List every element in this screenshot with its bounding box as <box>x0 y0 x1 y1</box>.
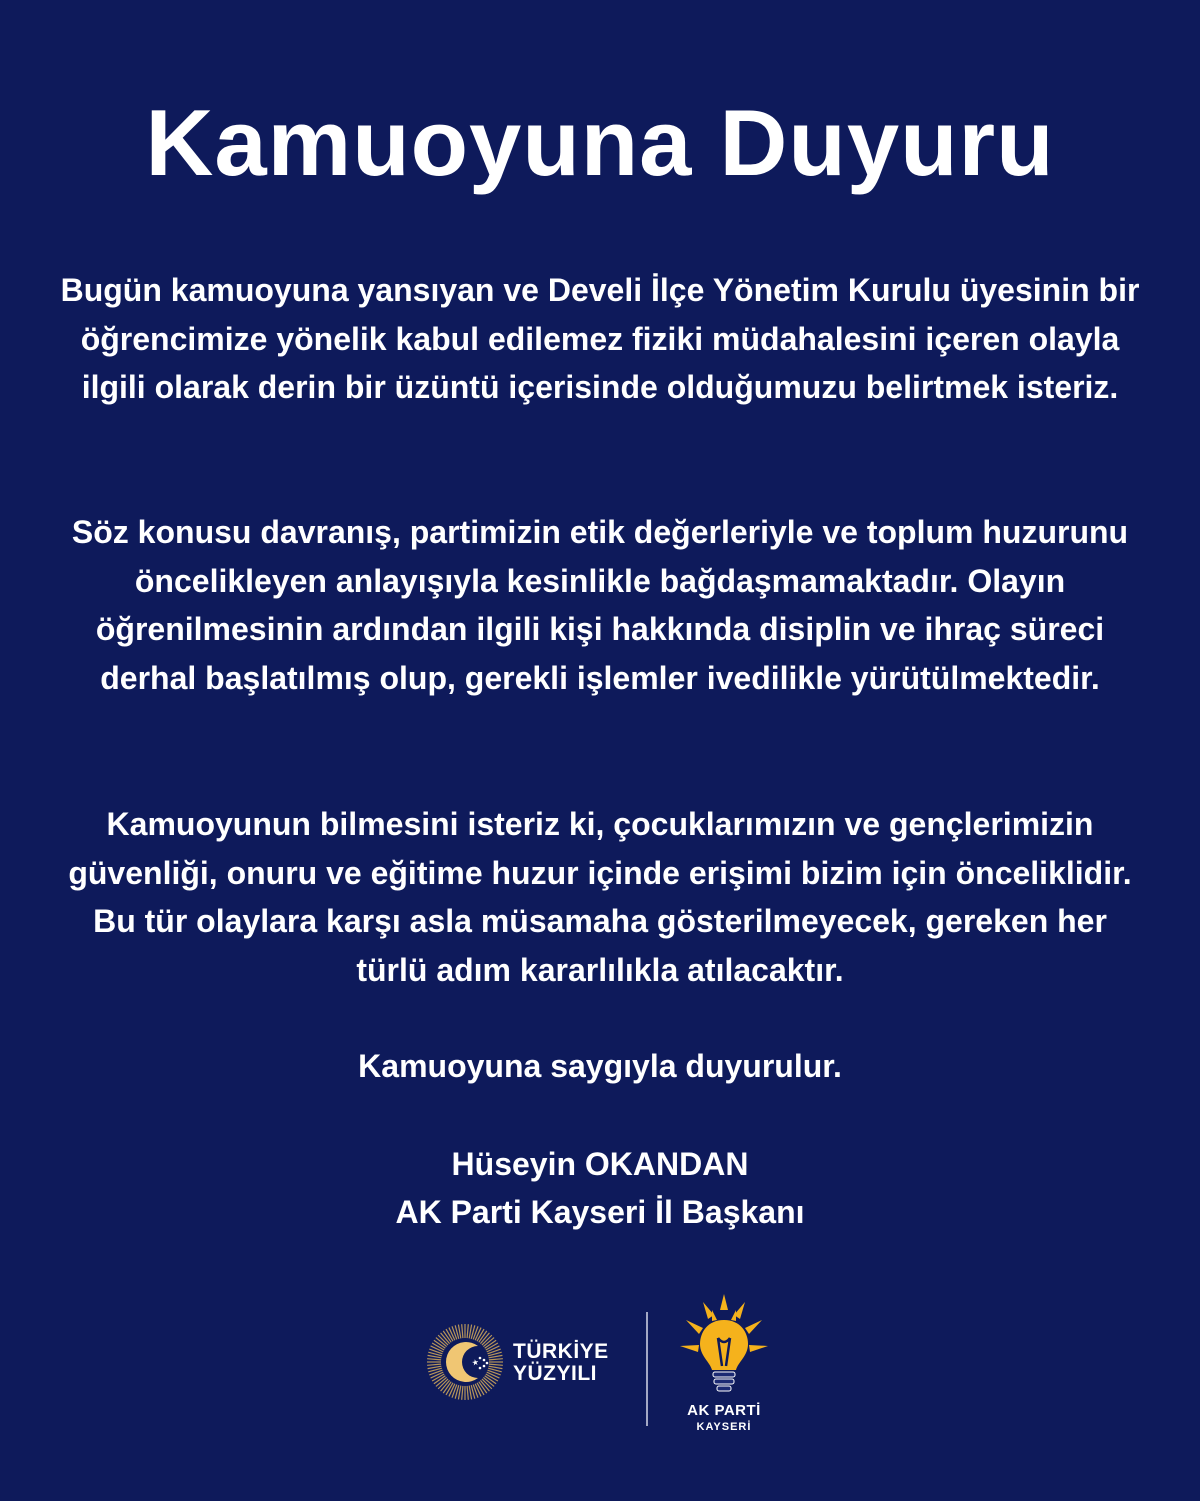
ak-parti-text-line1: AK PARTİ <box>687 1402 761 1419</box>
signatory-name: Hüseyin OKANDAN <box>451 1146 749 1182</box>
lightbulb-icon <box>672 1290 776 1402</box>
announcement-paragraph-1: Bugün kamuoyuna yansıyan ve Develi İlçe Yönetim Kurulu üyesinin bir öğrencimize yönelik kabul edilemez fiziki müdahalesini içeren olayla ilgili olarak derin bir üzüntü içerisinde olduğumuzu belirtmek isteriz. <box>60 272 1140 405</box>
closing-line: Kamuoyuna saygıyla duyurulur. <box>358 1048 842 1084</box>
announcement-paragraph-3: Kamuoyunun bilmesini isteriz ki, çocuklarımızın ve gençlerimizin güvenliği, onuru ve eğitime huzur içinde erişimi bizim için önceliklidir. Bu tür olaylara karşı asla müsamaha gösterilmeyecek, gereken her türlü adım kararlılıkla atılacaktır. <box>68 806 1132 988</box>
ak-parti-logo <box>672 1290 776 1450</box>
turkiye-yuzyili-text-line2: YÜZYILI <box>513 1362 598 1385</box>
ak-parti-text-line2: KAYSERİ <box>696 1421 752 1433</box>
sunburst-crescent-icon <box>420 1322 520 1402</box>
logo-divider <box>646 1312 648 1426</box>
signatory-title: AK Parti Kayseri İl Başkanı <box>395 1194 805 1230</box>
page-title: Kamuoyuna Duyuru <box>145 90 1055 195</box>
announcement-paragraph-2: Söz konusu davranış, partimizin etik değerleriyle ve toplum huzurunu öncelikleyen anlayışıyla kesinlikle bağdaşmamaktadır. Olayın öğrenilmesinin ardından ilgili kişi hakkında disiplin ve ihraç süreci derhal başlatılmış olup, gerekli işlemler ivedilikle yürütülmektedir. <box>71 514 1129 696</box>
turkiye-yuzyili-logo <box>420 1322 620 1402</box>
turkiye-yuzyili-text-line1: TÜRKİYE <box>513 1340 609 1363</box>
